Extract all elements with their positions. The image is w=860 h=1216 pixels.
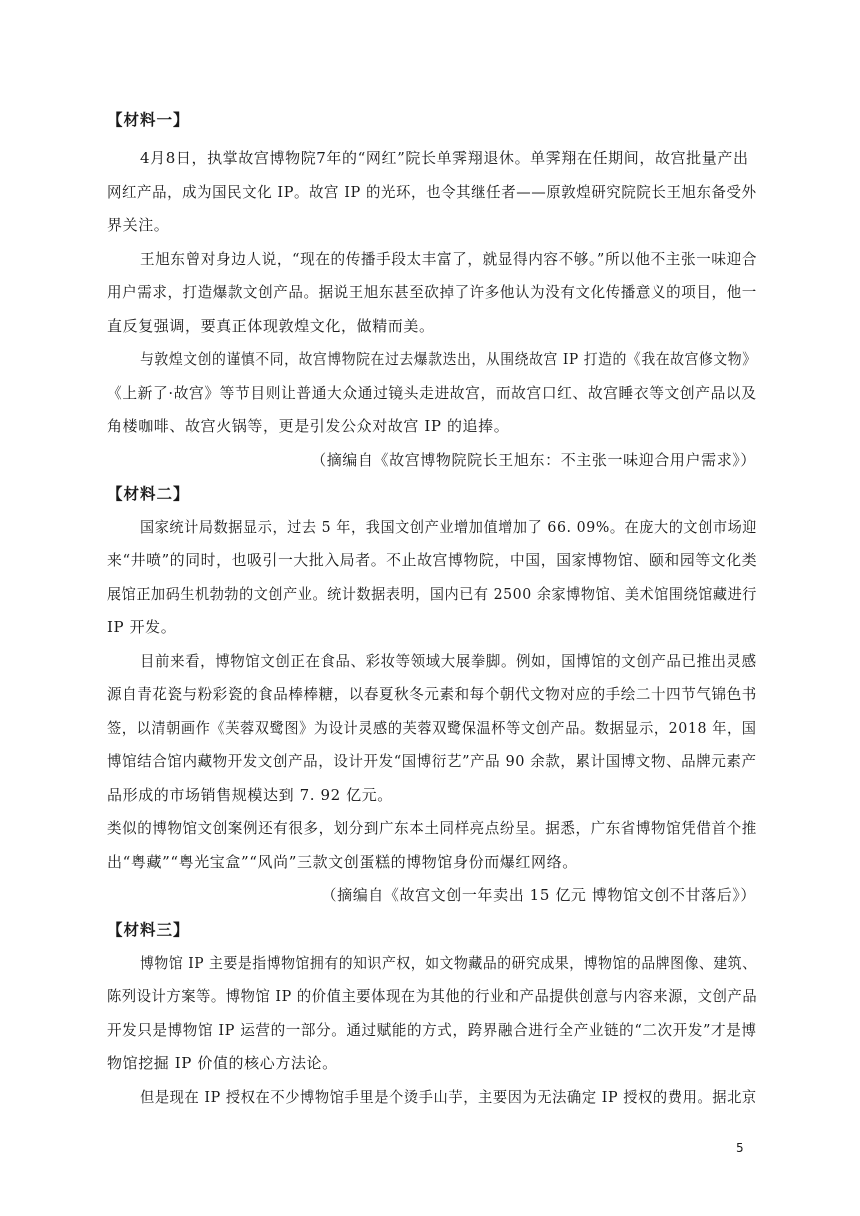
material-2-line: 类似的博物馆文创案例还有很多，划分到广东本土同样亮点纷呈。据悉，广东省博物馆凭借首个推 xyxy=(107,819,757,837)
material-2-line: 签，以清朝画作《芙蓉双鹭图》为设计灵感的芙蓉双鹭保温杯等文创产品。数据显示，2018 年，国 xyxy=(107,719,757,737)
material-1-line: 4月8日，执掌故宫博物院7年的“网红”院长单霁翔退休。单霁翔在任期间，故宫批量产出 xyxy=(140,149,749,167)
material-2-line: 国家统计局数据显示，过去 5 年，我国文创产业增加值增加了 66. 09%。在庞大的文创市场迎 xyxy=(140,518,757,536)
material-1-line: 王旭东曾对身边人说，“现在的传播手段太丰富了，就显得内容不够。”所以他不主张一味迎合 xyxy=(140,250,758,268)
material-2-line: 源自青花瓷与粉彩瓷的食品棒棒糖，以春夏秋冬元素和每个朝代文物对应的手绘二十四节气锦色书 xyxy=(107,685,757,703)
material-3-line: 开发只是博物馆 IP 运营的一部分。通过赋能的方式，跨界融合进行全产业链的“二次开发”才是博 xyxy=(107,1021,757,1039)
material-3-line: 物馆挖掘 IP 价值的核心方法论。 xyxy=(107,1054,338,1072)
material-2-source: （摘编自《故宫文创一年卖出 15 亿元 博物馆文创不甘落后》） xyxy=(321,886,756,904)
material-1-line: 用户需求，打造爆款文创产品。据说王旭东甚至砍掉了许多他认为没有文化传播意义的项目，他一 xyxy=(107,283,757,301)
material-1-source: （摘编自《故宫博物院院长王旭东：不主张一味迎合用户需求》） xyxy=(311,451,756,469)
material-1-line: 网红产品，成为国民文化 IP。故宫 IP 的光环，也令其继任者——原敦煌研究院院长王旭东备受外 xyxy=(107,183,757,201)
material-1-line: 直反复强调，要真正体现敦煌文化，做精而美。 xyxy=(107,317,435,335)
material-2-line: 来“井喷”的同时，也吸引一大批入局者。不止故宫博物院，中国，国家博物馆、颐和园等文化类 xyxy=(107,551,758,569)
material-1-line: 《上新了·故宫》等节目则让普通大众通过镜头走进故宫，而故宫口红、故宫睡衣等文创产品以及 xyxy=(107,384,757,402)
page-number: 5 xyxy=(736,1141,744,1155)
material-3-line: 但是现在 IP 授权在不少博物馆手里是个烫手山芋，主要因为无法确定 IP 授权的费用。据北京 xyxy=(140,1088,757,1106)
material-2-line: 品形成的市场销售规模达到 7. 92 亿元。 xyxy=(107,786,393,804)
material-1-line: 角楼咖啡、故宫火锅等，更是引发公众对故宫 IP 的追捧。 xyxy=(107,417,510,435)
material-2-line: 博馆结合馆内藏物开发文创产品，设计开发“国博衍艺”产品 90 余款，累计国博文物、品牌元素产 xyxy=(107,752,757,770)
material-2-line: 展馆正加码生机勃勃的文创产业。统计数据表明，国内已有 2500 余家博物馆、美术馆围绕馆藏进行 xyxy=(107,585,757,603)
material-2-line: 目前来看，博物馆文创正在食品、彩妆等领域大展拳脚。例如，国博馆的文创产品已推出灵感 xyxy=(140,652,757,670)
material-2-line: IP 开发。 xyxy=(107,618,177,636)
material-2-heading: 【材料二】 xyxy=(107,485,190,503)
material-1-line: 与敦煌文创的谨慎不同，故宫博物院在过去爆款迭出，从围绕故宫 IP 打造的《我在故宫修文物》 xyxy=(140,350,757,368)
material-2-line: 出“粤藏”“粤光宝盒”“风尚”三款文创蛋糕的博物馆身份而爆红网络。 xyxy=(107,853,578,871)
material-3-heading: 【材料三】 xyxy=(107,921,190,939)
material-3-line: 陈列设计方案等。博物馆 IP 的价值主要体现在为其他的行业和产品提供创意与内容来源，文创产品 xyxy=(107,987,758,1005)
material-3-line: 博物馆 IP 主要是指博物馆拥有的知识产权，如文物藏品的研究成果，博物馆的品牌图像、建筑、 xyxy=(140,954,757,972)
material-1-heading: 【材料一】 xyxy=(107,111,190,129)
material-1-line: 界关注。 xyxy=(107,216,170,234)
